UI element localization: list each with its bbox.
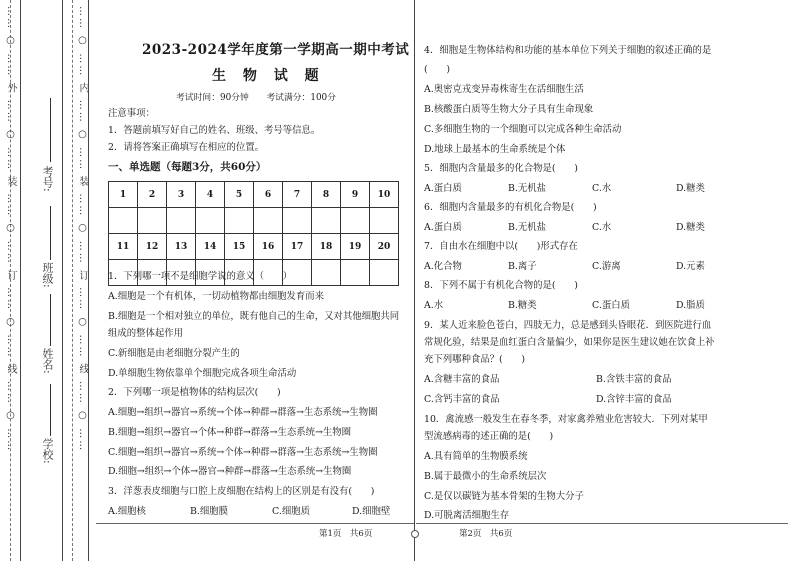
q4-option-c: C.多细胞生物的一个细胞可以完成各种生命活动 (424, 124, 622, 135)
q5-option-b: B.无机盐 (508, 183, 546, 194)
section-heading: 一、单选题（每题3分，共60分） (108, 161, 267, 173)
exam-no-field[interactable] (50, 98, 51, 162)
grid-number: 8 (312, 182, 341, 208)
q6-option-a: A.蛋白质 (424, 222, 462, 233)
answer-grid-answer-row-1[interactable] (109, 208, 399, 234)
q4-option-b: B.核酸蛋白质等生物大分子具有生命现象 (424, 104, 594, 115)
q9-stem: 9．某人近来脸色苍白，四肢无力，总是感到头昏眼花．到医院进行血 (424, 320, 712, 331)
exam-time-info: 考试时间：90分钟 考试满分：100分 (176, 93, 336, 103)
answer-cell[interactable] (370, 208, 399, 234)
exam-title: 2023-2024学年度第一学期高一期中考试 (142, 42, 410, 58)
grid-number: 12 (138, 234, 167, 260)
grid-number: 10 (370, 182, 399, 208)
q4-option-a: A.奥密克戎变异毒株寄生在活细胞生活 (424, 84, 584, 95)
q10-option-b: B.属于最微小的生命系统层次 (424, 471, 547, 482)
binding-border-right (88, 0, 89, 561)
binding-text-inner: …… ○ …… 内 …… ○ …… 装 …… ○ …… 订 …… ○ …… 线 …… ○ …… (77, 6, 88, 453)
q8-option-b: B.糖类 (508, 300, 537, 311)
answer-cell[interactable] (341, 260, 370, 286)
answer-cell[interactable] (312, 208, 341, 234)
column-divider (414, 0, 415, 561)
grid-number: 6 (254, 182, 283, 208)
q8-option-d: D.脂质 (676, 300, 705, 311)
binding-border (20, 0, 21, 561)
grid-number: 20 (370, 234, 399, 260)
answer-cell[interactable] (370, 260, 399, 286)
q8-stem: 8．下列不属于有机化合物的是( ) (424, 280, 578, 291)
school-label: 学校: (41, 438, 54, 464)
answer-cell[interactable] (312, 260, 341, 286)
q5-stem: 5．细胞内含量最多的化合物是( ) (424, 163, 578, 174)
q1-stem: 1．下列哪一项不是细胞学说的意义（ ） (108, 271, 293, 282)
q5-option-d: D.糖类 (676, 183, 705, 194)
q1-option-b-cont: 组成的整体起作用 (108, 328, 184, 339)
exam-no-label: 考号: (41, 166, 54, 192)
q5-option-c: C.水 (592, 183, 612, 194)
q6-stem: 6．细胞内含量最多的有机化合物是( ) (424, 202, 597, 213)
grid-number: 11 (109, 234, 138, 260)
grid-number: 15 (225, 234, 254, 260)
grid-number: 19 (341, 234, 370, 260)
answer-grid-number-row-1 (109, 182, 399, 208)
q9-option-c: C.含钙丰富的食品 (424, 394, 500, 405)
name-field[interactable] (50, 294, 51, 346)
answer-cell[interactable] (138, 208, 167, 234)
grid-number: 9 (341, 182, 370, 208)
q1-option-a: A.细胞是一个有机体，一切动植物都由细胞发育而来 (108, 291, 325, 302)
q9-option-a: A.含糖丰富的食品 (424, 374, 500, 385)
q10-option-d: D.可脱离活细胞生存 (424, 510, 510, 521)
grid-number: 13 (167, 234, 196, 260)
binding-border-inner (62, 0, 63, 561)
q9-option-b: B.含铁丰富的食品 (596, 374, 672, 385)
q7-option-c: C.游离 (592, 261, 621, 272)
q2-option-c: C.细胞→组织→器官→系统→个体→种群→群落→生态系统→生物圈 (108, 447, 378, 458)
answer-cell[interactable] (283, 208, 312, 234)
note-item-2: 2．请将答案正确填写在相应的位置。 (108, 142, 264, 153)
q6-option-c: C.水 (592, 222, 612, 233)
school-field[interactable] (50, 384, 51, 436)
answer-cell[interactable] (341, 208, 370, 234)
page1-footer-rule (96, 523, 414, 524)
notes-heading: 注意事项： (108, 108, 155, 119)
class-label: 班级: (41, 262, 54, 288)
grid-number: 7 (283, 182, 312, 208)
name-label: 姓名: (41, 348, 54, 374)
q1-option-b: B.细胞是一个相对独立的单位，既有他自己的生命，又对其他细胞共同 (108, 311, 400, 322)
q9-stem-cont-2: 充下列哪种食品？( ) (424, 354, 526, 365)
answer-cell[interactable] (254, 208, 283, 234)
answer-cell[interactable] (167, 208, 196, 234)
q10-stem-cont: 型流感病毒的述正确的是( ) (424, 431, 554, 442)
q10-option-a: A.具有简单的生物膜系统 (424, 451, 528, 462)
q7-option-a: A.化合物 (424, 261, 462, 272)
divider-circle-icon (411, 530, 419, 538)
q9-stem-cont: 常规化验，结果是血红蛋白含量偏少，如果你是医生建议她在饮食上补 (424, 337, 715, 348)
grid-number: 2 (138, 182, 167, 208)
q4-option-d: D.地球上最基本的生命系统是个体 (424, 144, 566, 155)
q8-option-c: C.蛋白质 (592, 300, 630, 311)
grid-number: 14 (196, 234, 225, 260)
q10-stem: 10．禽流感一般发生在春冬季，对家禽养殖业危害较大．下列对某甲 (424, 414, 708, 425)
answer-cell[interactable] (109, 208, 138, 234)
q3-option-d: D.细胞壁 (352, 506, 391, 517)
binding-text-outer: …… ○ …… 外 …… ○ …… 装 …… ○ …… 订 …… ○ …… 线 …… ○ …… (5, 6, 16, 453)
q6-option-b: B.无机盐 (508, 222, 546, 233)
grid-number: 17 (283, 234, 312, 260)
cut-line-inner (72, 0, 73, 561)
q2-option-a: A.细胞→组织→器官→系统→个体→种群→群落→生态系统→生物圈 (108, 407, 378, 418)
q7-option-b: B.离子 (508, 261, 537, 272)
q3-option-c: C.细胞质 (272, 506, 310, 517)
class-field[interactable] (50, 206, 51, 260)
q2-stem: 2．下列哪一项是植物体的结构层次( ) (108, 387, 281, 398)
q7-option-d: D.元素 (676, 261, 705, 272)
q4-stem: 4．细胞是生物体结构和功能的基本单位下列关于细胞的叙述正确的是 (424, 45, 712, 56)
page2-number: 第2页 共6页 (459, 529, 513, 539)
subject-title: 生 物 试 题 (212, 68, 325, 84)
grid-number: 18 (312, 234, 341, 260)
grid-number: 1 (109, 182, 138, 208)
q3-option-a: A.细胞核 (108, 506, 146, 517)
grid-number: 3 (167, 182, 196, 208)
grid-number: 16 (254, 234, 283, 260)
q6-option-d: D.糖类 (676, 222, 705, 233)
q4-stem-cont: ( ) (424, 64, 451, 75)
q2-option-d: D.细胞→组织→个体→器官→种群→群落→生态系统→生物圈 (108, 466, 352, 477)
q3-option-b: B.细胞膜 (190, 506, 228, 517)
q3-stem: 3．洋葱表皮细胞与口腔上皮细胞在结构上的区别是有没有( ) (108, 486, 375, 497)
answer-grid-number-row-2 (109, 234, 399, 260)
q1-option-d: D.单细胞生物依靠单个细胞完成各项生命活动 (108, 368, 297, 379)
answer-cell[interactable] (196, 208, 225, 234)
answer-cell[interactable] (225, 208, 254, 234)
grid-number: 4 (196, 182, 225, 208)
q10-option-c: C.是仅以碳链为基本骨架的生物大分子 (424, 491, 584, 502)
note-item-1: 1．答题前填写好自己的姓名、班级、考号等信息。 (108, 125, 321, 136)
page2-footer-rule (416, 523, 788, 524)
q7-stem: 7．自由水在细胞中以( )形式存在 (424, 241, 578, 252)
q9-option-d: D.含锌丰富的食品 (596, 394, 672, 405)
q1-option-c: C.新细胞是由老细胞分裂产生的 (108, 348, 240, 359)
q8-option-a: A.水 (424, 300, 444, 311)
q2-option-b: B.细胞→组织→器官→个体→种群→群落→生态系统→生物圈 (108, 427, 351, 438)
page1-number: 第1页 共6页 (319, 529, 373, 539)
grid-number: 5 (225, 182, 254, 208)
q5-option-a: A.蛋白质 (424, 183, 462, 194)
